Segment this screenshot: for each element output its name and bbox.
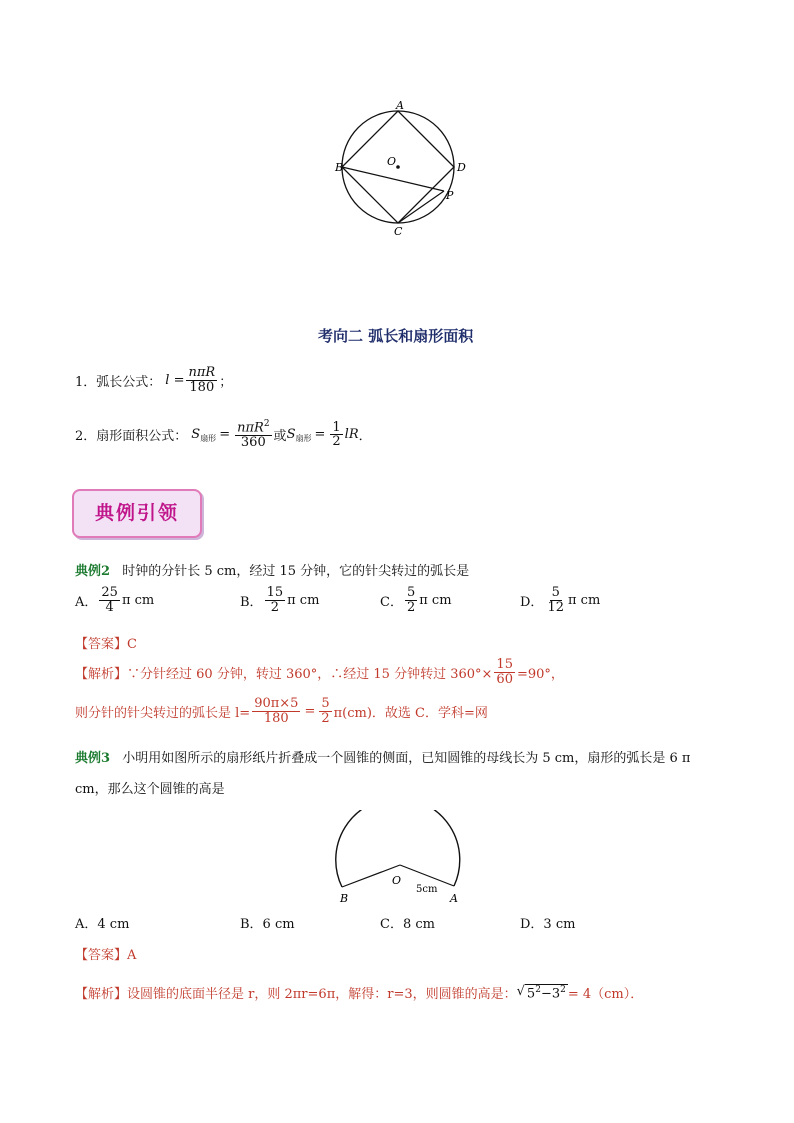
analysis-text-a: ∵分针经过 60 分钟，转过 360°，∴经过 15 分钟转过 360°× — [127, 666, 493, 682]
sqrt-body: $5^2-3^2$ — [526, 984, 566, 1002]
formula2-den: 360 — [240, 434, 266, 450]
example2-analysis-line1 — [75, 658, 564, 686]
analysis2-fraction1 — [252, 697, 300, 725]
analysis-fraction — [494, 658, 515, 686]
option-num: 25 — [101, 585, 118, 600]
banner-label: 典例引领 — [94, 502, 179, 524]
example2-analysis-line2 — [75, 697, 488, 725]
circle-figure — [320, 95, 480, 240]
example2-question — [75, 560, 469, 579]
option-unit: π cm — [287, 592, 320, 608]
formula2-half — [330, 421, 342, 449]
analysis-text: 设圆锥的底面半径是 r，则 2πr=6π，解得：r=3，则圆锥的高是： — [127, 987, 517, 1002]
option-label: B． — [240, 594, 263, 610]
answer-tag: 【答案】 — [75, 948, 128, 963]
option-den: 2 — [406, 599, 416, 615]
example3-option-c: C．8 cm — [380, 917, 435, 932]
analysis2-den: 180 — [263, 710, 289, 726]
section-title: 考向二 弧长和扇形面积 — [318, 327, 474, 345]
formula2-eq2: = — [314, 427, 326, 443]
option-label: C． — [380, 594, 403, 610]
example2-option-d — [520, 586, 660, 614]
analysis2-text-b: π(cm)．故选 C．学科=网 — [333, 705, 488, 721]
example3-question-line2 — [75, 778, 225, 797]
formula2-sub2: 扇形 — [295, 434, 312, 444]
formula1-prefix: 1．弧长公式： — [75, 374, 162, 390]
option-fraction — [265, 586, 286, 614]
formula2-s: S — [191, 427, 201, 443]
formula2-fraction — [235, 420, 271, 450]
sqrt-b: 3 — [551, 986, 561, 1002]
option-den: 4 — [105, 599, 114, 615]
formula2-half-den: 2 — [332, 434, 341, 450]
formula2-end: ． — [358, 429, 372, 445]
example3-options — [75, 913, 695, 932]
formula1-fraction — [186, 366, 217, 394]
formula2-eq: = — [219, 427, 231, 443]
option-fraction — [99, 586, 120, 614]
example3-option-a: A．4 cm — [75, 917, 130, 932]
example2-tag: 典例2 — [75, 564, 111, 579]
sector-figure — [330, 810, 470, 910]
label-c: C — [394, 225, 403, 238]
analysis-num: 15 — [496, 657, 513, 672]
example2-text: 时钟的分针长 5 cm，经过 15 分钟，它的针尖转过的弧长是 — [122, 564, 470, 579]
option-label: D． — [520, 594, 544, 610]
analysis2-den2: 2 — [321, 710, 330, 726]
label-b2: B — [340, 892, 349, 905]
formula-sector-area — [75, 420, 372, 450]
sqrt-a: 5 — [526, 986, 536, 1002]
sqrt-expression — [517, 984, 568, 1001]
option-num: 5 — [406, 585, 416, 600]
formula2-tail: lR — [344, 427, 359, 443]
answer-tag: 【答案】 — [75, 637, 128, 652]
center-point — [396, 165, 400, 169]
label-o: O — [387, 155, 397, 168]
example2-option-a — [75, 586, 240, 614]
analysis2-eq: = — [304, 703, 316, 719]
option-fraction — [545, 586, 566, 614]
label-o2: O — [392, 874, 402, 887]
answer-value: A — [127, 948, 137, 963]
label-a: A — [396, 99, 404, 112]
example-banner — [72, 489, 202, 538]
option-fraction — [405, 586, 417, 614]
analysis2-num: 90π×5 — [254, 696, 299, 711]
sqrt-sign: √ — [516, 983, 525, 999]
example3-option-d: D．3 cm — [520, 917, 576, 932]
option-num: 5 — [551, 585, 560, 600]
sqrt-exp-a: 2 — [535, 984, 541, 995]
formula-arc-length — [75, 366, 232, 394]
example3-answer — [75, 944, 136, 963]
example2-answer — [75, 633, 137, 652]
formula1-lhs: l = — [165, 372, 185, 388]
analysis-den: 60 — [496, 671, 513, 687]
line-bp — [342, 167, 444, 191]
formula2-num-wrap — [235, 420, 271, 436]
example2-option-c — [380, 586, 520, 614]
sqrt-exp-b: 2 — [560, 984, 566, 995]
label-d: D — [457, 161, 466, 174]
answer-value: C — [127, 637, 137, 652]
label-b: B — [335, 161, 344, 174]
example3-text2: cm，那么这个圆锥的高是 — [75, 782, 225, 797]
analysis-text-b: = 4（cm）． — [567, 987, 644, 1002]
formula1-num: nπR — [188, 365, 216, 380]
option-unit: π cm — [567, 592, 601, 608]
formula2-prefix: 2．扇形面积公式： — [75, 429, 188, 445]
option-den: 2 — [270, 599, 279, 615]
label-p: P — [446, 189, 454, 202]
formula2-sup: 2 — [263, 419, 270, 429]
formula2-sub: 扇形 — [200, 434, 217, 444]
example2-option-b — [240, 586, 380, 614]
option-den: 12 — [547, 599, 564, 615]
analysis2-fraction2 — [319, 697, 331, 725]
option-unit: π cm — [419, 592, 452, 608]
option-label: A． — [75, 594, 98, 610]
example2-options — [75, 586, 695, 614]
option-num: 15 — [266, 585, 284, 600]
formula2-half-num: 1 — [332, 419, 341, 435]
example3-text1: 小明用如图所示的扇形纸片折叠成一个圆锥的侧面，已知圆锥的母线长为 5 cm，扇形的弧长是 6 π — [122, 751, 691, 766]
example3-question — [75, 747, 735, 766]
example3-analysis — [75, 983, 643, 1002]
formula2-or: 或 — [273, 429, 287, 445]
option-unit: π cm — [121, 592, 155, 608]
analysis-tag: 【解析】 — [75, 666, 128, 682]
example3-option-b: B．6 cm — [240, 917, 295, 932]
label-a2: A — [450, 892, 458, 905]
formula1-den: 180 — [189, 379, 215, 395]
formula2-s2: S — [286, 427, 296, 443]
example3-tag: 典例3 — [75, 751, 111, 766]
analysis-tag: 【解析】 — [75, 987, 128, 1002]
analysis2-text-a: 则分针的针尖转过的弧长是 l= — [75, 705, 251, 721]
label-5cm: 5cm — [416, 884, 438, 895]
radius-oa — [400, 865, 454, 886]
analysis-text-b: =90°， — [516, 666, 564, 682]
formula1-end: ； — [219, 374, 233, 390]
formula2-num: nπR — [237, 420, 264, 436]
analysis2-num2: 5 — [321, 696, 330, 711]
